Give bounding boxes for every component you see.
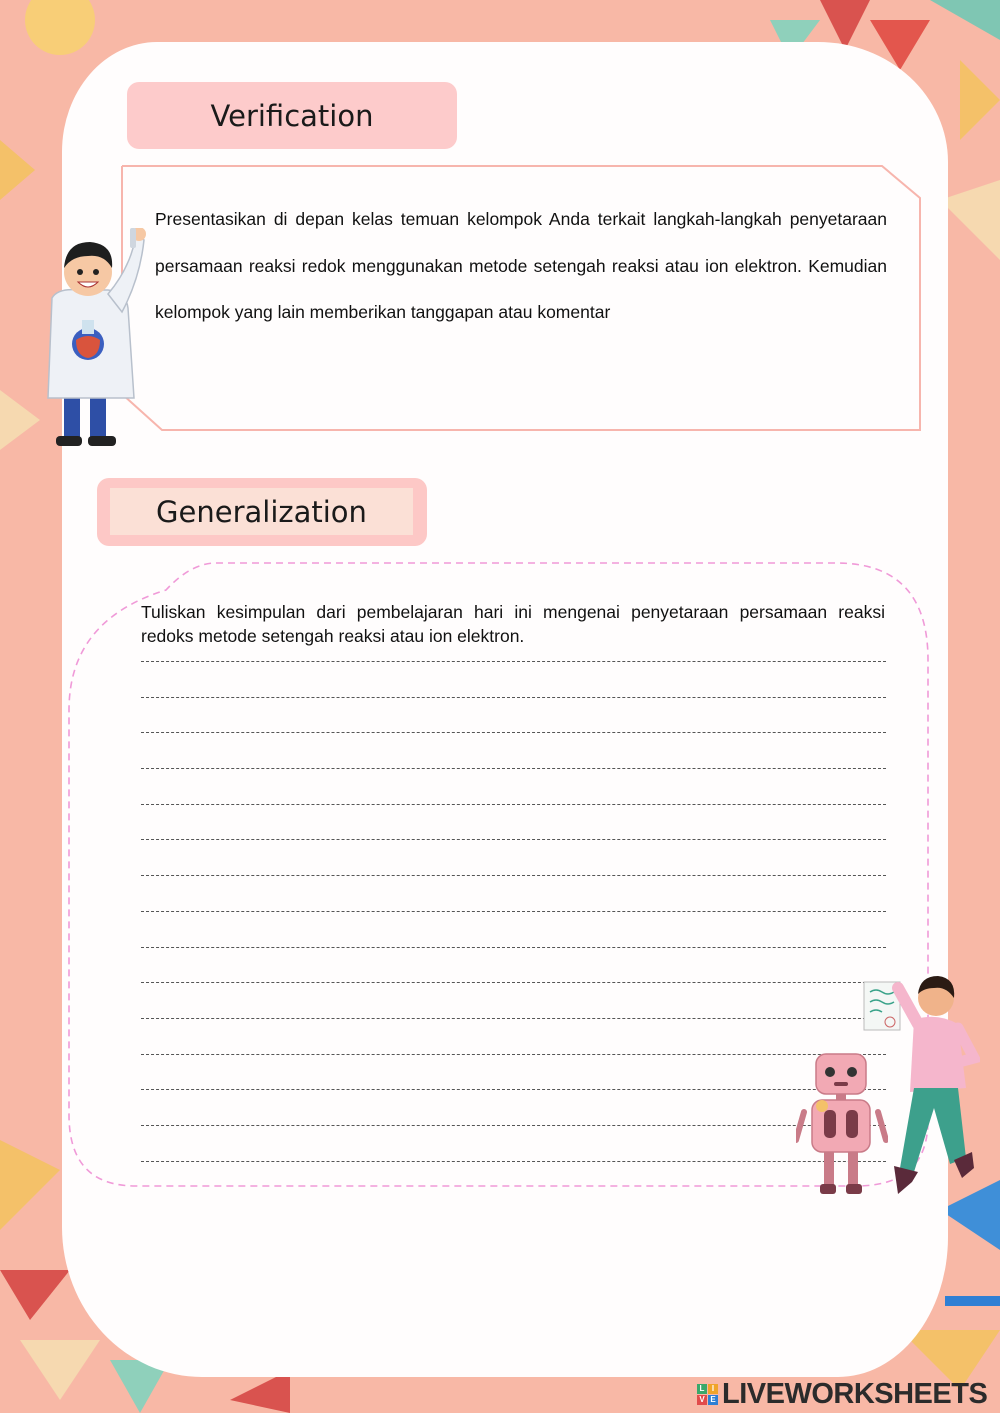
answer-line[interactable] [141, 732, 886, 768]
answer-line[interactable] [141, 1125, 886, 1161]
answer-line[interactable] [141, 911, 886, 947]
answer-line[interactable] [141, 1054, 886, 1090]
answer-lines[interactable] [141, 661, 886, 1165]
generalization-instruction: Tuliskan kesimpulan dari pembelajaran hari ini mengenai penyetaraan persamaan reaksi redoks metode setengah reaksi atau ion elektron. [141, 602, 885, 646]
answer-line[interactable] [141, 1089, 886, 1125]
verification-instruction: Presentasikan di depan kelas temuan kelompok Anda terkait langkah-langkah penyetaraan persamaan reaksi redok menggunakan metode setengah reaksi atau ion elektron. Kemudian kelompok yang lain memberikan tanggapan atau komentar [155, 209, 887, 322]
answer-line[interactable] [141, 804, 886, 840]
answer-line[interactable] [141, 768, 886, 804]
answer-line[interactable] [141, 661, 886, 697]
liveworksheets-watermark [697, 1376, 987, 1412]
answer-line[interactable] [141, 697, 886, 733]
answer-line[interactable] [141, 839, 886, 875]
student-illustration [862, 968, 980, 1202]
answer-line[interactable] [141, 982, 886, 1018]
verification-title: Verification [127, 82, 457, 149]
answer-line[interactable] [141, 1161, 886, 1165]
answer-line[interactable] [141, 947, 886, 983]
liveworksheets-logo-icon: L I V E [697, 1384, 718, 1405]
generalization-title: Generalization [110, 488, 413, 535]
answer-line[interactable] [141, 1018, 886, 1054]
scientist-illustration [38, 228, 158, 450]
watermark-text: LIVEWORKSHEETS [722, 1377, 988, 1410]
answer-line[interactable] [141, 875, 886, 911]
